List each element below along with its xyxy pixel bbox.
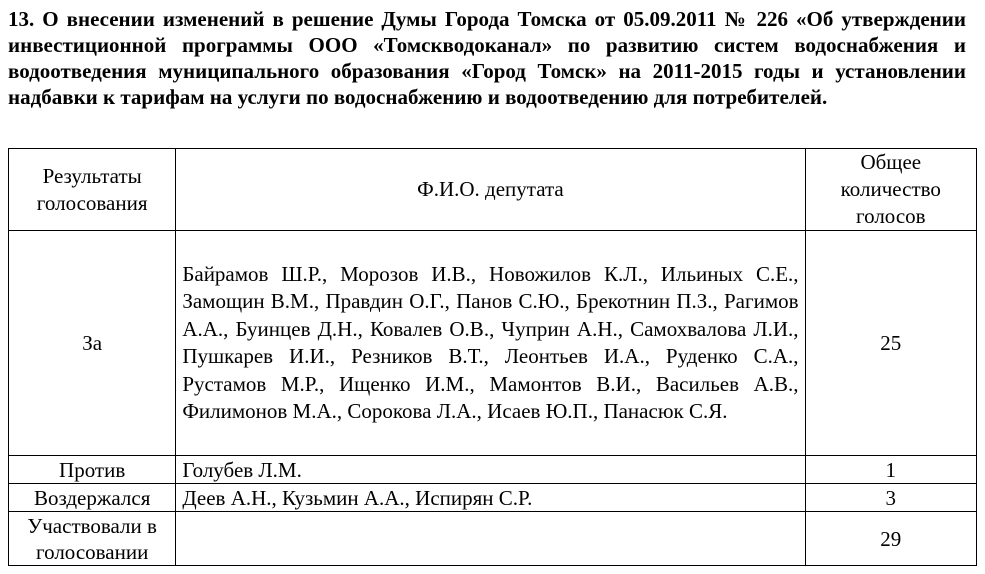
- voting-results-table: [8, 148, 977, 566]
- table-row: [9, 231, 977, 456]
- result-cell: Воздержался: [9, 484, 176, 512]
- deputies-cell: Голубев Л.М.: [176, 456, 805, 484]
- table-row: [9, 484, 977, 512]
- table-row: [9, 512, 977, 566]
- resolution-heading: 13. О внесении изменений в решение Думы Города Томска от 05.09.2011 № 226 «Об утверждении инвестиционной программы ООО «Томскводоканал» по развитию систем водоснабжения и водоотведения муниципального образования «Город Томск» на 2011-2015 годы и установлении надбавки к тарифам на услуги по водоснабжению и водоотведению для потребителей.: [8, 7, 966, 109]
- total-cell: 29: [805, 512, 976, 566]
- total-cell: 1: [805, 456, 976, 484]
- header-total: Общее количество голосов: [805, 149, 976, 231]
- total-cell: 3: [805, 484, 976, 512]
- result-cell: Против: [9, 456, 176, 484]
- result-cell: За: [9, 231, 176, 456]
- result-cell: Участвовали в голосовании: [9, 512, 176, 566]
- deputies-cell: [176, 512, 805, 566]
- table-row: [9, 456, 977, 484]
- total-cell: 25: [805, 231, 976, 456]
- deputies-cell: Байрамов Ш.Р., Морозов И.В., Новожилов К.Л., Ильиных С.Е., Замощин В.М., Правдин О.Г., Панов С.Ю., Брекотнин П.З., Рагимов А.А., Буинцев Д.Н., Ковалев О.В., Чуприн А.Н., Самохвалова Л.И., Пушкарев И.И., Резников В.Т., Леонтьев И.А., Руденко С.А., Рустамов М.Р., Ищенко И.М., Мамонтов В.И., Васильев А.В., Филимонов М.А., Сорокова Л.А., Исаев Ю.П., Панасюк С.Я.: [176, 231, 805, 456]
- header-deputy: Ф.И.О. депутата: [176, 149, 805, 231]
- deputies-cell: Деев А.Н., Кузьмин А.А., Испирян С.Р.: [176, 484, 805, 512]
- header-result: Результаты голосования: [9, 149, 176, 231]
- table-header-row: [9, 149, 977, 231]
